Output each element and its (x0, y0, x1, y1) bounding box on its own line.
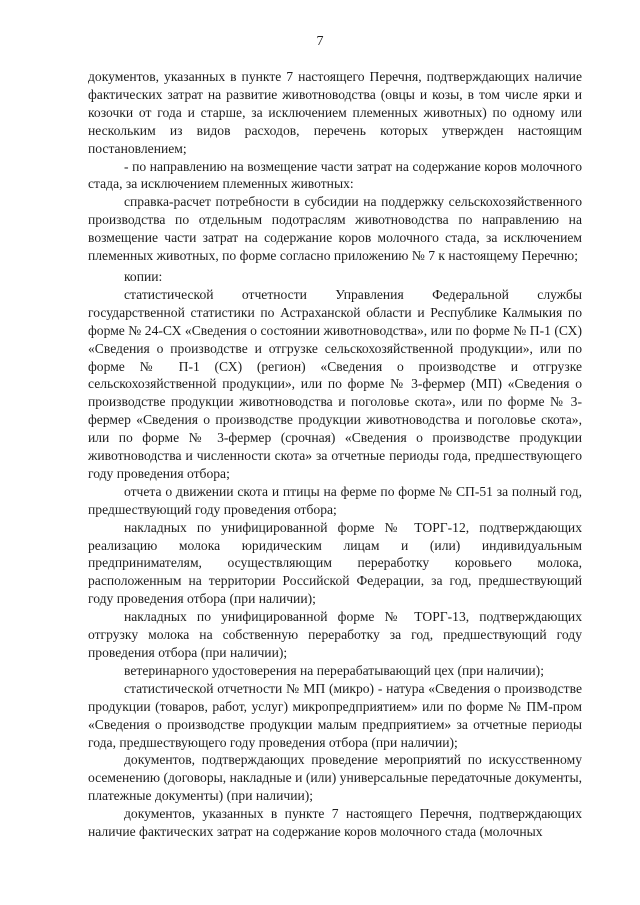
paragraph-statistical-reporting: статистической отчетности Управления Федеральной службы государственной статистики по Астраханской области и Республике Калмыкия по форме № 24-СХ «Сведения о состоянии животноводства», или по форме № П-1 (СХ) «Сведения о производстве и отгрузке сельскохозяйственной продукции», или по форме № П-1 (СХ) (регион) «Сведения о производстве и отгрузке сельскохозяйственной продукции», или по форме № 3-фермер (МП) «Сведения о производстве продукции животноводства и поголовье скота», или по форме № 3-фермер «Сведения о производстве продукции животноводства и поголовье скота», или по форме № 3-фермер (срочная) «Сведения о производстве продукции животноводства и численности скота» за отчетные периоды года, предшествующего году проведения отбора; (88, 286, 582, 481)
paragraph-copies: копии: (124, 268, 163, 284)
paragraph-insemination-documents: документов, подтверждающих проведение мероприятий по искусственному осеменению (договоры, накладные и (или) универсальные передаточные документы, платежные документы) (при наличии); (88, 752, 582, 804)
paragraph-subsidy-calculation: справка-расчет потребности в субсидии на поддержку сельскохозяйственного производства по отдельным подотраслям животноводства по направлению на возмещение части затрат на содержание коров молочного стада, за исключением племенных животных, по форме согласно приложению № 7 к настоящему Перечню; (88, 194, 582, 264)
paragraph-torg-12: накладных по унифицированной форме № ТОРГ-12, подтверждающих реализацию молока юридическим лицам и (или) индивидуальным предпринимателям, осуществляющим переработку коровьего молока, расположенным на территории Российской Федерации, за год, предшествующий году проведения отбора (при наличии); (88, 519, 582, 607)
page-number: 7 (316, 34, 324, 49)
paragraph-mp-micro-reporting: статистической отчетности № МП (микро) - натура «Сведения о производстве продукции (товаров, работ, услуг) микропредприятием» или по форме № ПМ-пром «Сведения о производстве продукции малым предприятием» за отчетные периоды года, предшествующего году проведения отбора (при наличии); (88, 680, 582, 750)
paragraph-livestock-movement-report: отчета о движении скота и птицы на ферме по форме № СП-51 за полный год, предшествующий году проведения отбора; (88, 483, 582, 517)
paragraph-veterinary-certificate: ветеринарного удостоверения на перерабатывающий цех (при наличии); (124, 662, 544, 678)
paragraph-documents-sheep-goats: документов, указанных в пункте 7 настоящего Перечня, подтверждающих наличие фактических затрат на развитие животноводства (овцы и козы, в том числе ярки и козочки от года и старше, за исключением племенных животных) по одному или нескольким из видов расходов, перечень которых утвержден настоящим постановлением; (88, 69, 582, 156)
document-body (88, 68, 582, 841)
paragraph-dairy-direction: - по направлению на возмещение части затрат на содержание коров молочного стада, за исключением племенных животных: (88, 158, 582, 192)
paragraph-dairy-costs-documents: документов, указанных в пункте 7 настоящего Перечня, подтверждающих наличие фактических затрат на содержание коров молочного стада (молочных (88, 806, 582, 840)
paragraph-torg-13: накладных по унифицированной форме № ТОРГ-13, подтверждающих отгрузку молока на собственную переработку за год, предшествующий году проведения отбора (при наличии); (88, 609, 582, 660)
